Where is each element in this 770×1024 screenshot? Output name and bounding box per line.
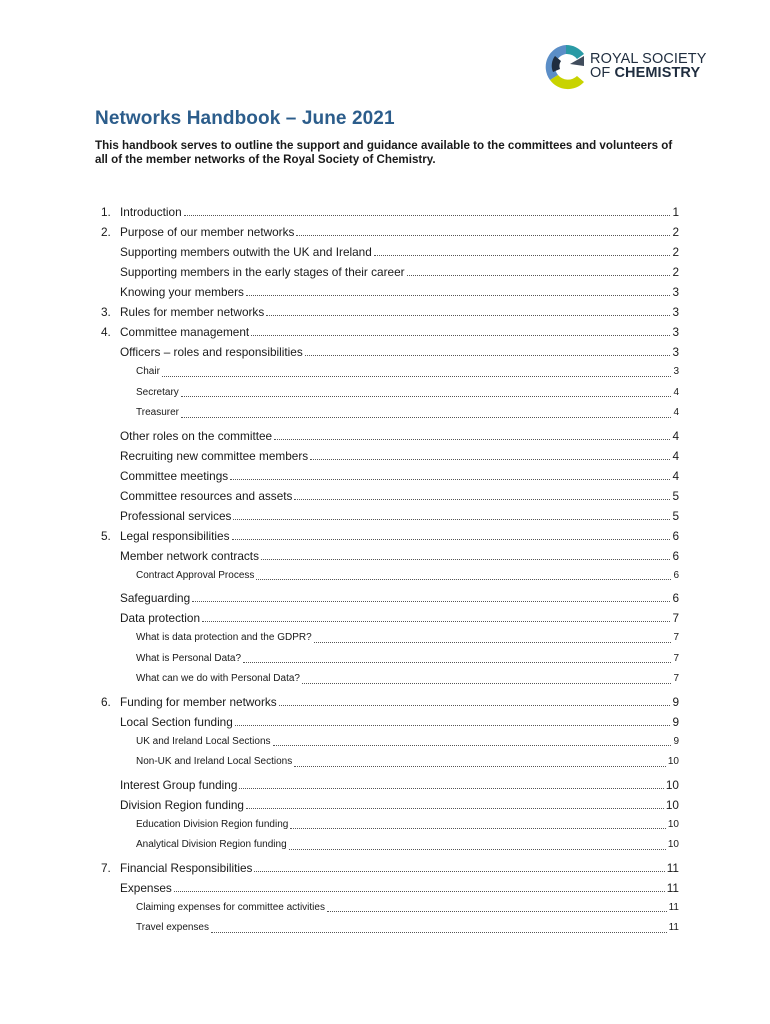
toc-entry[interactable] bbox=[95, 815, 679, 836]
toc-entry-page: 2 bbox=[672, 225, 679, 239]
toc-leader-dots bbox=[290, 828, 666, 829]
toc-entry[interactable] bbox=[95, 546, 679, 566]
toc-leader-dots bbox=[314, 642, 672, 643]
toc-entry-label: Secretary bbox=[136, 386, 179, 398]
logo-line-2 bbox=[590, 66, 707, 80]
toc-entry-label: Interest Group funding bbox=[120, 777, 238, 792]
toc-leader-dots bbox=[232, 539, 671, 540]
toc-entry-label: Member network contracts bbox=[120, 548, 259, 563]
toc-entry[interactable] bbox=[95, 403, 679, 424]
toc-entry-label: Recruiting new committee members bbox=[120, 448, 309, 463]
toc-entry-label: Chair bbox=[136, 366, 160, 377]
toc-leader-dots bbox=[162, 376, 672, 377]
toc-entry-page: 6 bbox=[672, 528, 679, 543]
toc-leader-dots bbox=[310, 459, 670, 460]
toc-entry-label: Supporting members outwith the UK and Ireland bbox=[120, 245, 372, 259]
toc-leader-dots bbox=[239, 788, 663, 789]
toc-entry[interactable] bbox=[95, 426, 679, 446]
toc-entry-page: 7 bbox=[673, 632, 679, 643]
toc-entry-page: 4 bbox=[672, 448, 679, 463]
toc-entry-label: Knowing your members bbox=[120, 285, 244, 299]
toc-entry-page: 3 bbox=[672, 305, 679, 319]
toc-entry-page: 2 bbox=[672, 265, 679, 279]
toc-entry-label: Financial Responsibilities bbox=[120, 860, 253, 875]
toc-entry-page: 3 bbox=[672, 345, 679, 359]
toc-entry-number: 7. bbox=[101, 860, 111, 875]
toc-entry[interactable] bbox=[95, 608, 679, 628]
toc-entry-page: 7 bbox=[672, 611, 679, 625]
toc-entry-page: 6 bbox=[673, 569, 679, 581]
toc-entry[interactable] bbox=[95, 918, 679, 939]
toc-entry[interactable] bbox=[95, 712, 679, 732]
toc-entry[interactable] bbox=[95, 566, 679, 587]
toc-entry-number: 5. bbox=[101, 528, 111, 543]
toc-entry-page: 10 bbox=[667, 756, 679, 767]
toc-leader-dots bbox=[266, 315, 670, 316]
toc-entry-page: 10 bbox=[665, 797, 679, 812]
intro-paragraph: This handbook serves to outline the support and guidance available to the committees and volunteers of all of the member networks of the Royal Society of Chemistry. bbox=[95, 139, 673, 166]
rsc-logo bbox=[544, 42, 734, 92]
toc-entry[interactable] bbox=[95, 362, 679, 383]
toc-entry-page: 5 bbox=[672, 508, 679, 523]
toc-entry-page: 4 bbox=[673, 407, 679, 418]
toc-entry-page: 6 bbox=[672, 548, 679, 563]
toc-entry-label: Data protection bbox=[120, 611, 201, 625]
toc-leader-dots bbox=[192, 601, 670, 602]
toc-entry[interactable] bbox=[95, 222, 679, 242]
toc-entry-label: Purpose of our member networks bbox=[120, 225, 295, 239]
toc-entry-page: 3 bbox=[673, 366, 679, 377]
toc-leader-dots bbox=[184, 215, 671, 216]
toc-entry-page: 7 bbox=[673, 673, 679, 684]
toc-entry[interactable] bbox=[95, 835, 679, 856]
toc-entry-label: What is Personal Data? bbox=[136, 652, 242, 664]
toc-leader-dots bbox=[327, 911, 667, 912]
toc-leader-dots bbox=[273, 745, 672, 746]
toc-entry-number: 2. bbox=[101, 225, 111, 239]
toc-entry-page: 11 bbox=[668, 922, 679, 933]
toc-entry-label: Other roles on the committee bbox=[120, 428, 273, 443]
toc-leader-dots bbox=[279, 705, 671, 706]
toc-entry-label: Funding for member networks bbox=[120, 694, 277, 709]
toc-entry-label: Non-UK and Ireland Local Sections bbox=[136, 756, 293, 767]
toc-entry-page: 10 bbox=[667, 818, 679, 830]
rsc-logo-icon bbox=[544, 42, 588, 92]
toc-entry[interactable] bbox=[95, 692, 679, 712]
toc-entry-label: Supporting members in the early stages of their career bbox=[120, 265, 405, 279]
toc-leader-dots bbox=[246, 808, 664, 809]
toc-entry[interactable] bbox=[95, 795, 679, 815]
toc-entry-page: 4 bbox=[672, 468, 679, 483]
toc-leader-dots bbox=[181, 396, 672, 397]
toc-entry-number: 1. bbox=[101, 205, 111, 219]
page-title: Networks Handbook – June 2021 bbox=[95, 108, 395, 129]
toc-leader-dots bbox=[174, 891, 665, 892]
toc-leader-dots bbox=[261, 559, 670, 560]
logo-line-2-bold: CHEMISTRY bbox=[614, 65, 701, 81]
toc-entry-label: Rules for member networks bbox=[120, 305, 265, 319]
toc-entry-label: Committee management bbox=[120, 325, 250, 339]
toc-entry-number: 4. bbox=[101, 325, 111, 339]
toc-leader-dots bbox=[246, 295, 671, 296]
toc-entry-label: Contract Approval Process bbox=[136, 569, 255, 581]
toc-entry-page: 9 bbox=[672, 714, 679, 729]
toc-entry-number: 3. bbox=[101, 305, 111, 319]
toc-entry-number: 6. bbox=[101, 694, 111, 709]
toc-leader-dots bbox=[211, 932, 667, 933]
toc-leader-dots bbox=[294, 499, 670, 500]
toc-entry[interactable] bbox=[95, 649, 679, 670]
toc-entry-page: 3 bbox=[672, 325, 679, 339]
toc-entry-page: 6 bbox=[672, 591, 679, 605]
toc-entry[interactable] bbox=[95, 446, 679, 466]
toc-entry[interactable] bbox=[95, 588, 679, 608]
toc-leader-dots bbox=[305, 355, 671, 356]
toc-entry-label: What can we do with Personal Data? bbox=[136, 673, 300, 684]
toc-leader-dots bbox=[251, 335, 670, 336]
toc-entry[interactable] bbox=[95, 383, 679, 404]
toc-entry-label: Expenses bbox=[120, 880, 172, 895]
toc-entry[interactable] bbox=[95, 669, 679, 690]
toc-entry-label: Introduction bbox=[120, 205, 182, 219]
toc-entry-page: 11 bbox=[668, 901, 679, 913]
toc-leader-dots bbox=[254, 871, 664, 872]
toc-leader-dots bbox=[256, 579, 671, 580]
toc-leader-dots bbox=[302, 683, 671, 684]
toc-leader-dots bbox=[407, 275, 671, 276]
toc-entry-label: Professional services bbox=[120, 508, 232, 523]
toc-entry[interactable] bbox=[95, 486, 679, 506]
toc-entry-page: 2 bbox=[672, 245, 679, 259]
toc-entry-label: Committee resources and assets bbox=[120, 488, 293, 503]
toc-entry[interactable] bbox=[95, 282, 679, 302]
toc-leader-dots bbox=[294, 766, 666, 767]
toc-entry[interactable] bbox=[95, 506, 679, 526]
toc-leader-dots bbox=[181, 417, 671, 418]
toc-entry[interactable] bbox=[95, 878, 679, 898]
toc-entry[interactable] bbox=[95, 302, 679, 322]
toc-entry-page: 11 bbox=[666, 860, 679, 875]
toc-entry-page: 5 bbox=[672, 488, 679, 503]
toc-entry-label: Travel expenses bbox=[136, 922, 209, 933]
toc-entry-page: 1 bbox=[672, 205, 679, 219]
toc-entry-page: 10 bbox=[665, 777, 679, 792]
toc-leader-dots bbox=[235, 725, 671, 726]
toc-entry-label: Analytical Division Region funding bbox=[136, 839, 287, 850]
toc-entry-label: Claiming expenses for committee activities bbox=[136, 901, 325, 913]
toc-leader-dots bbox=[243, 662, 671, 663]
toc-entry-label: Safeguarding bbox=[120, 591, 191, 605]
toc-entry[interactable] bbox=[95, 732, 679, 753]
toc-entry-page: 3 bbox=[672, 285, 679, 299]
toc-entry[interactable] bbox=[95, 242, 679, 262]
toc-leader-dots bbox=[233, 519, 670, 520]
toc-leader-dots bbox=[230, 479, 670, 480]
toc-entry[interactable] bbox=[95, 628, 679, 649]
toc-leader-dots bbox=[289, 849, 666, 850]
toc-entry[interactable] bbox=[95, 202, 679, 222]
toc-entry[interactable] bbox=[95, 322, 679, 342]
logo-text bbox=[590, 52, 707, 80]
toc-leader-dots bbox=[374, 255, 671, 256]
toc-entry-label: Local Section funding bbox=[120, 714, 233, 729]
toc-entry[interactable] bbox=[95, 775, 679, 795]
toc-entry[interactable] bbox=[95, 466, 679, 486]
toc-entry-page: 7 bbox=[673, 652, 679, 664]
toc-entry-label: Committee meetings bbox=[120, 468, 229, 483]
toc-entry-label: What is data protection and the GDPR? bbox=[136, 632, 312, 643]
table-of-contents bbox=[95, 202, 679, 939]
toc-entry[interactable] bbox=[95, 752, 679, 773]
toc-entry[interactable] bbox=[95, 898, 679, 919]
toc-entry-label: UK and Ireland Local Sections bbox=[136, 735, 271, 747]
toc-entry-page: 10 bbox=[667, 839, 679, 850]
toc-entry-label: Legal responsibilities bbox=[120, 528, 230, 543]
toc-entry-page: 4 bbox=[672, 428, 679, 443]
toc-leader-dots bbox=[274, 439, 670, 440]
toc-entry-page: 9 bbox=[673, 735, 679, 747]
toc-entry[interactable] bbox=[95, 342, 679, 362]
toc-entry[interactable] bbox=[95, 858, 679, 878]
toc-entry-page: 4 bbox=[673, 386, 679, 398]
toc-entry-label: Division Region funding bbox=[120, 797, 244, 812]
toc-entry-label: Treasurer bbox=[136, 407, 179, 418]
toc-entry-label: Officers – roles and responsibilities bbox=[120, 345, 303, 359]
logo-line-1: ROYAL SOCIETY bbox=[590, 51, 707, 67]
toc-leader-dots bbox=[202, 621, 670, 622]
toc-entry-page: 11 bbox=[666, 880, 679, 895]
toc-entry-page: 9 bbox=[672, 694, 679, 709]
toc-leader-dots bbox=[296, 235, 670, 236]
toc-entry-label: Education Division Region funding bbox=[136, 818, 289, 830]
toc-entry[interactable] bbox=[95, 262, 679, 282]
toc-entry[interactable] bbox=[95, 526, 679, 546]
logo-line-2-prefix: OF bbox=[590, 65, 615, 81]
